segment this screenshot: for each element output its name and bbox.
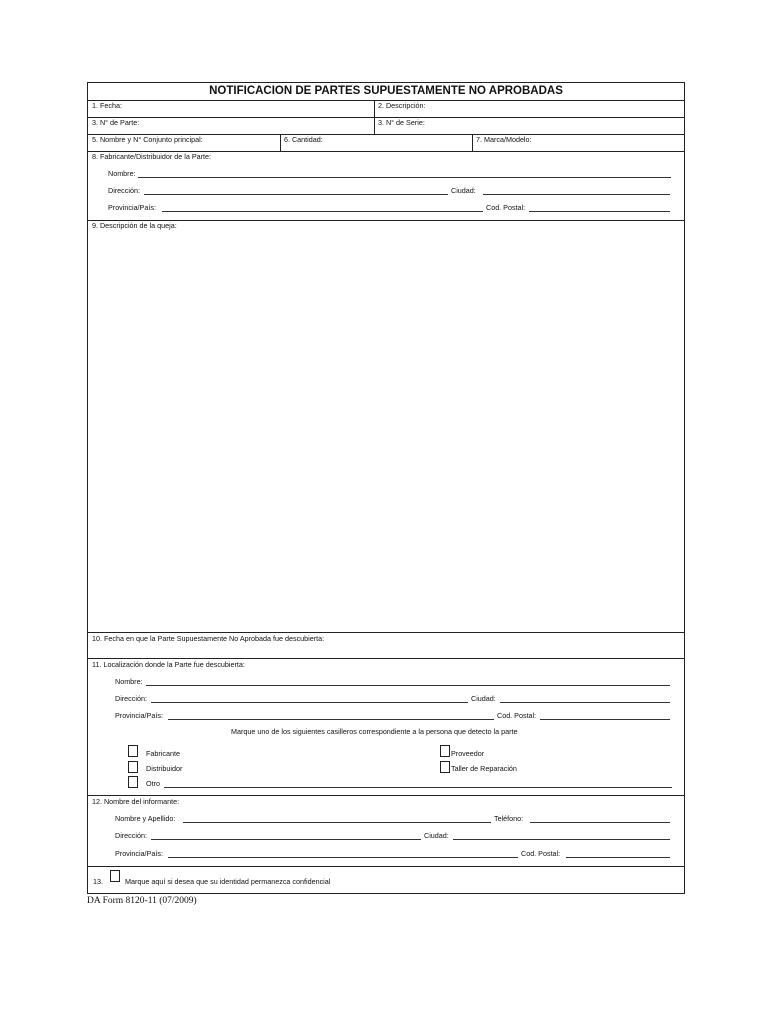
s11-provincia-label: Provincia/País: [115,711,163,720]
s12-provincia-line[interactable] [168,857,518,858]
proveedor-checkbox[interactable] [440,745,450,757]
informante-label: 12. Nombre del informante: [92,797,180,806]
s8-provincia-line[interactable] [162,211,483,212]
s12-provincia-label: Provincia/País: [115,849,163,858]
numero-parte-label: 3. N° de Parte: [92,118,140,127]
s12-ciudad-line[interactable] [453,839,670,840]
queja-label: 9. Descripción de la queja: [92,221,177,230]
s8-cod-postal-line[interactable] [529,211,670,212]
fabricante-checkbox[interactable] [128,745,138,757]
form-number: DA Form 8120-11 (07/2009) [87,896,197,906]
descripcion-label: 2. Descripción: [378,101,426,110]
s11-direccion-line[interactable] [151,702,468,703]
s12-cod-postal-line[interactable] [566,857,670,858]
s11-ciudad-label: Ciudad: [471,694,496,703]
otro-line[interactable] [164,787,672,788]
distribuidor-checkbox[interactable] [128,761,138,773]
s8-ciudad-label: Ciudad: [451,186,476,195]
form [87,82,685,894]
s11-cod-postal-label: Cod. Postal: [497,711,537,720]
taller-checkbox[interactable] [440,761,450,773]
s8-nombre-line[interactable] [138,177,671,178]
divider [472,134,473,151]
s11-nombre-label: Nombre: [115,677,143,686]
numero-serie-label: 3. N° de Serie: [378,118,425,127]
divider [280,134,281,151]
proveedor-label: Proveedor [451,749,485,758]
s12-ciudad-label: Ciudad: [424,831,449,840]
fecha-descubierta-label: 10. Fecha en que la Parte Supuestamente No Aprobada fue descubierta: [92,634,325,643]
confidencial-number: 13. [93,877,103,886]
divider [88,220,684,221]
conjunto-principal-label: 5. Nombre y N° Conjunto principal: [92,135,203,144]
confidencial-label: Marque aquí si desea que su identidad permanezca confidencial [125,877,331,886]
s11-nombre-line[interactable] [146,685,670,686]
confidencial-checkbox[interactable] [110,870,120,882]
fecha-label: 1. Fecha: [92,101,122,110]
marque-instruction: Marque uno de los siguientes casilleros correspondiente a la persona que detecto la parte [231,727,518,736]
s11-direccion-label: Dirección: [115,694,147,703]
taller-label: Taller de Reparación [451,764,517,773]
s12-telefono-line[interactable] [530,822,670,823]
s8-ciudad-line[interactable] [483,194,670,195]
fabricante-section-label: 8. Fabricante/Distribuidor de la Parte: [92,152,212,161]
fabricante-label: Fabricante [146,749,180,758]
distribuidor-label: Distribuidor [146,764,183,773]
s11-cod-postal-line[interactable] [540,719,670,720]
otro-label: Otro [146,779,160,788]
s12-direccion-label: Dirección: [115,831,147,840]
divider [88,866,684,867]
s8-provincia-label: Provincia/País: [108,203,156,212]
s12-nombre-apellido-line[interactable] [183,822,491,823]
divider [88,632,684,633]
s12-nombre-apellido-label: Nombre y Apellido: [115,814,176,823]
s8-direccion-line[interactable] [144,194,448,195]
s8-cod-postal-label: Cod. Postal: [486,203,526,212]
s12-direccion-line[interactable] [151,839,421,840]
divider [88,658,684,659]
localizacion-label: 11. Localización donde la Parte fue descubierta: [92,660,245,669]
s11-provincia-line[interactable] [168,719,494,720]
form-title: NOTIFICACION DE PARTES SUPUESTAMENTE NO APROBADAS [209,85,563,97]
s11-ciudad-line[interactable] [500,702,670,703]
s8-direccion-label: Dirección: [108,186,140,195]
divider [88,795,684,796]
s12-telefono-label: Teléfono: [494,814,524,823]
otro-checkbox[interactable] [128,776,138,788]
cantidad-label: 6. Cantidad: [284,135,323,144]
s8-nombre-label: Nombre: [108,169,136,178]
s12-cod-postal-label: Cod. Postal: [521,849,561,858]
marca-modelo-label: 7. Marca/Modelo: [476,135,532,144]
